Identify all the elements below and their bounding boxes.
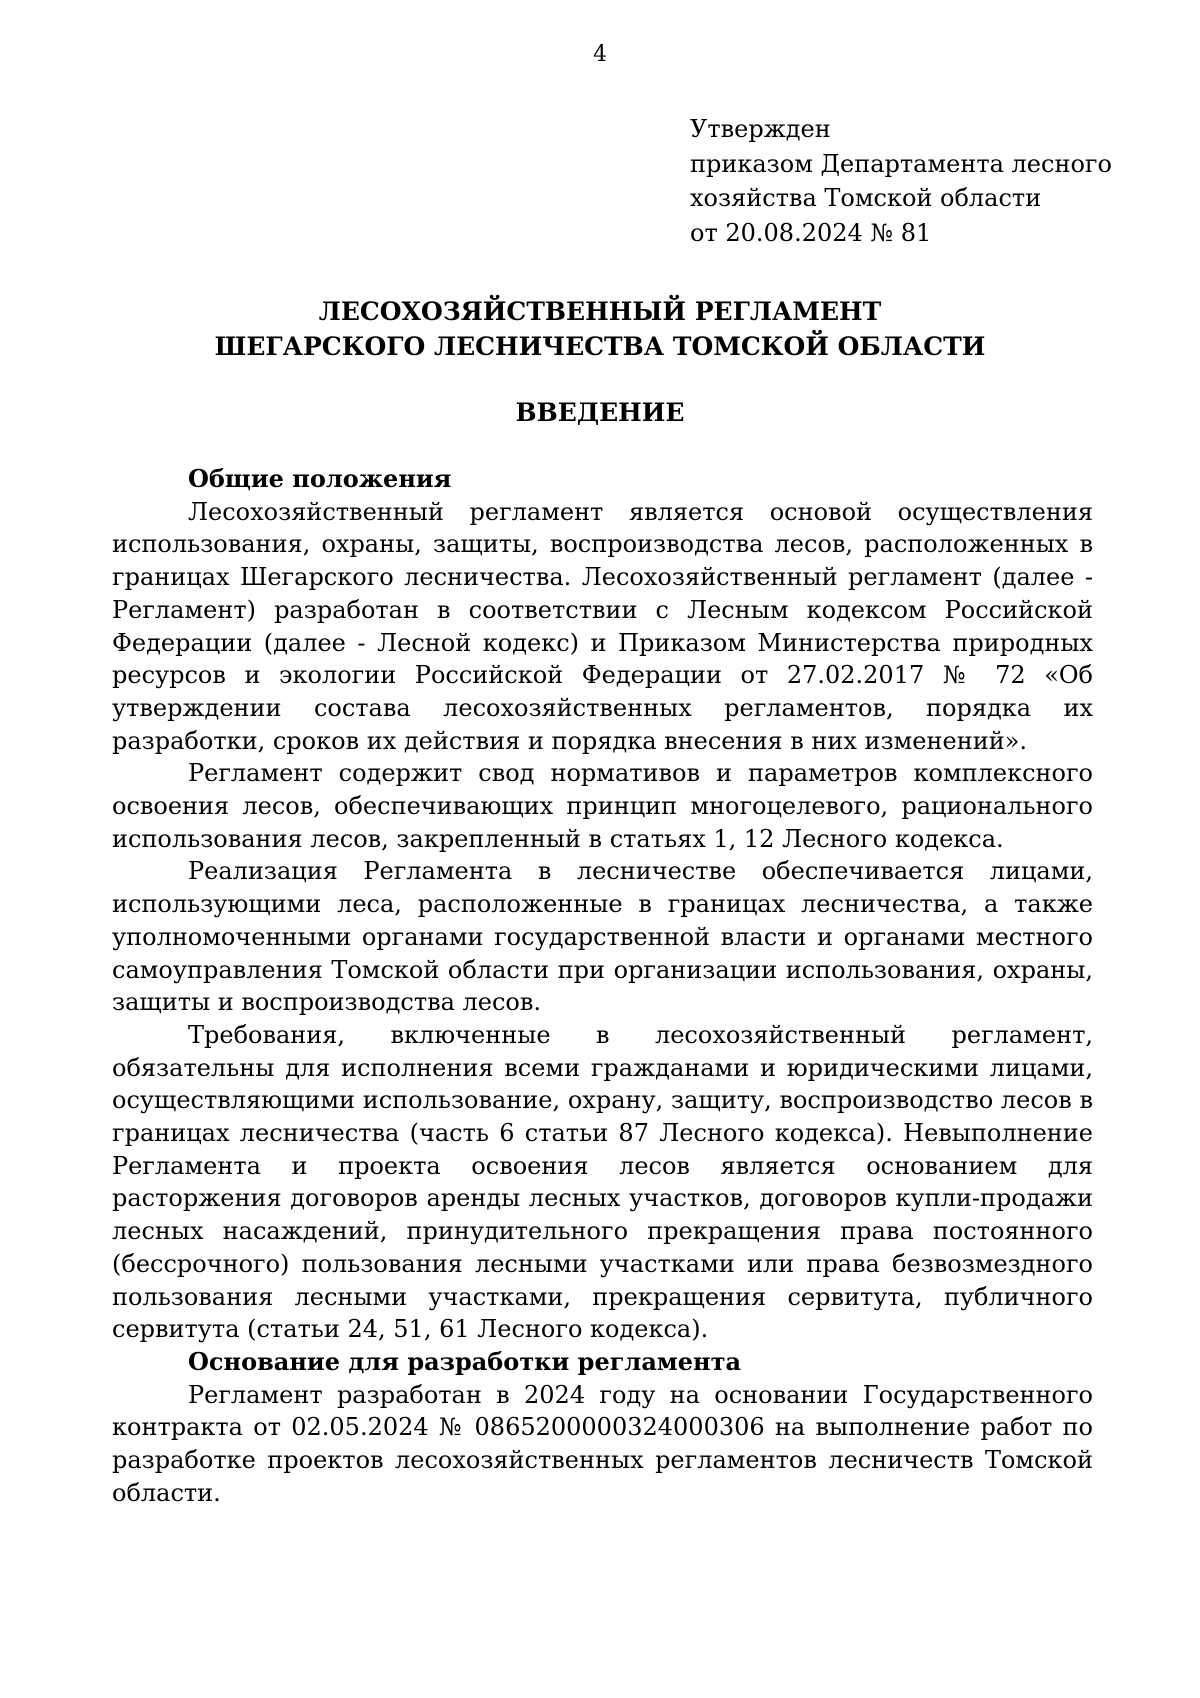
section-heading: ВВЕДЕНИЕ — [515, 398, 685, 427]
paragraph: Лесохозяйственный регламент является основой осуществления использования, охраны, защиты, воспроизводства лесов, расположенных в границах Шегарского лесничества. Лесохозяйственный регламент (далее - Регламент) разработан в соответствии с Лесным кодексом Российской Федерации (далее - Лесной кодекс) и Приказом Министерства природных ресурсов и экологии Российской Федерации от 27.02.2017 № 72 «Об утверждении состава лесохозяйственных регламентов, порядка их разработки, сроков их действия и порядка внесения в них изменений». — [112, 497, 1093, 755]
title-line: ЛЕСОХОЗЯЙСТВЕННЫЙ РЕГЛАМЕНТ — [318, 297, 882, 326]
approval-line: приказом Департамента лесного — [690, 149, 1112, 178]
paragraph: Требования, включенные в лесохозяйственный регламент, обязательны для исполнения всеми гражданами и юридическими лицами, осуществляющими использование, охрану, защиту, воспроизводство лесов в границах лесничества (часть 6 статьи 87 Лесного кодекса). Невыполнение Регламента и проекта освоения лесов является основанием для расторжения договоров аренды лесных участков, договоров купли-продажи лесных насаждений, принудительного прекращения права постоянного (бессрочного) пользования лесными участками или права безвозмездного пользования лесными участками, прекращения сервитута, публичного сервитута (статьи 24, 51, 61 Лесного кодекса). — [112, 1020, 1093, 1344]
page-number: 4 — [593, 42, 607, 67]
approval-block — [690, 112, 1150, 250]
paragraph: Регламент разработан в 2024 году на основании Государственного контракта от 02.05.2024 № 0865200000324000306 на выполнение работ по разработке проектов лесохозяйственных регламентов лесничеств Томской области. — [112, 1380, 1093, 1507]
document-body — [112, 463, 1093, 1510]
approval-line: Утвержден — [690, 115, 831, 143]
approval-line: от 20.08.2024 № 81 — [690, 218, 932, 247]
paragraph: Регламент содержит свод нормативов и параметров комплексного освоения лесов, обеспечивающих принцип многоцелевого, рационального использования лесов, закрепленный в статьях 1, 12 Лесного кодекса. — [112, 759, 1093, 853]
subsection-heading: Основание для разработки регламента — [188, 1346, 742, 1376]
title-line: ШЕГАРСКОГО ЛЕСНИЧЕСТВА ТОМСКОЙ ОБЛАСТИ — [214, 331, 986, 361]
approval-line: хозяйства Томской области — [690, 184, 1042, 212]
subsection-heading: Общие положения — [188, 464, 452, 493]
document-title — [0, 295, 1200, 364]
paragraph: Реализация Регламента в лесничестве обеспечивается лицами, использующими леса, расположенные в границах лесничества, а также уполномоченными органами государственной власти и органами местного самоуправления Томской области при организации использования, охраны, защиты и воспроизводства лесов. — [112, 857, 1093, 1017]
